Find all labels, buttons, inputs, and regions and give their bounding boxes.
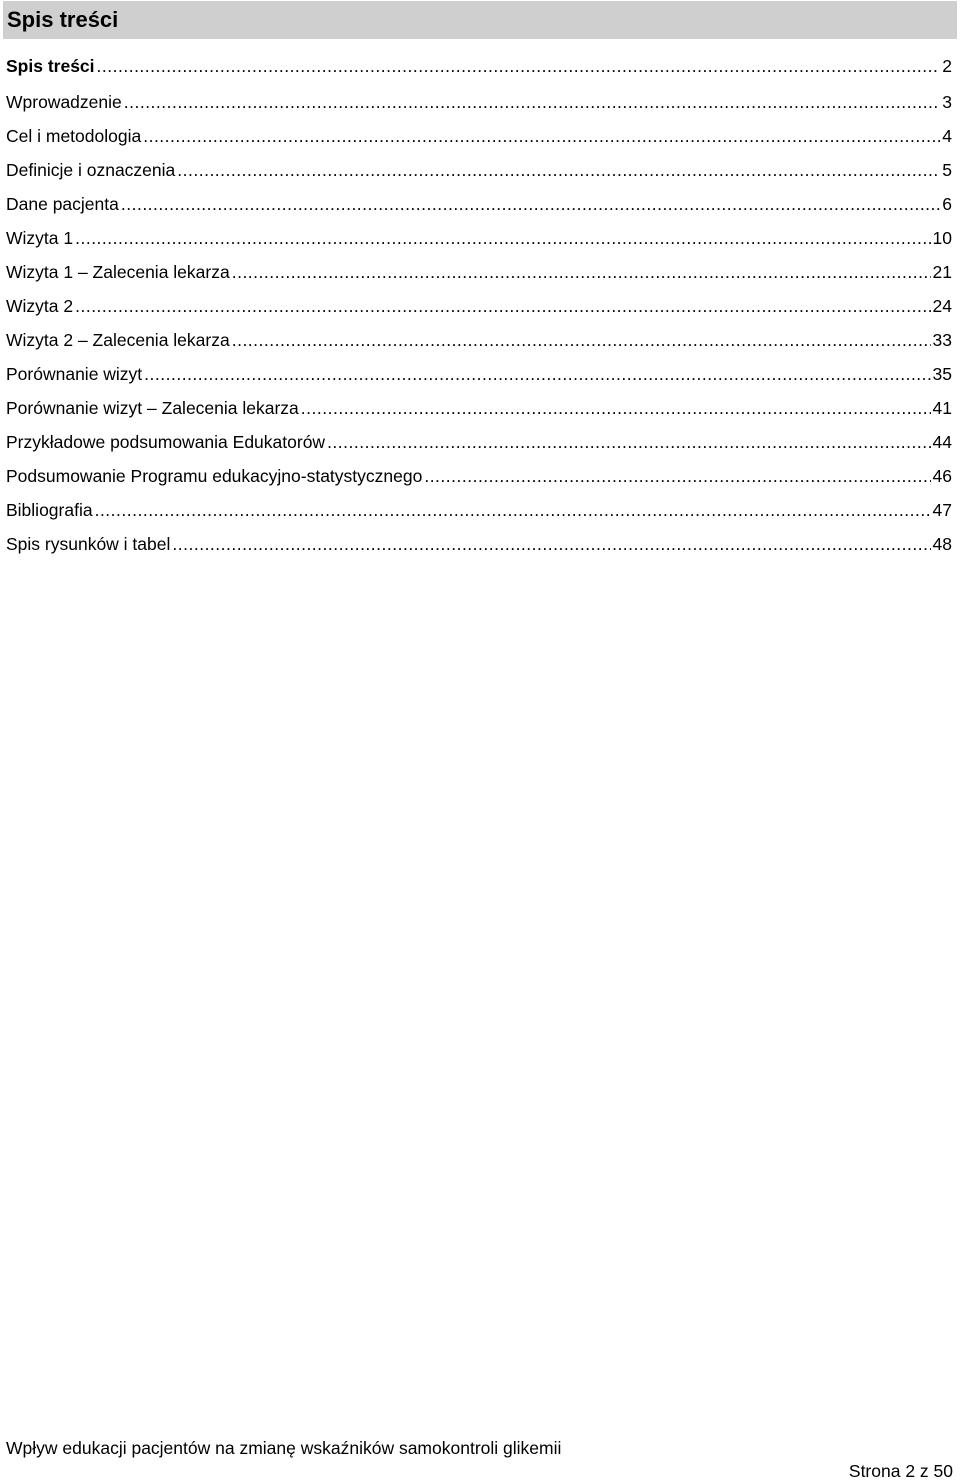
toc-entry[interactable]: [6, 289, 952, 323]
toc-entry-page: 47: [932, 500, 952, 520]
footer-document-title: Wpływ edukacji pacjentów na zmianę wskaźników samokontroli glikemii: [6, 1438, 562, 1458]
toc-entry[interactable]: [6, 493, 952, 527]
toc-entry-title: Podsumowanie Programu edukacyjno-statystycznego: [6, 466, 423, 486]
table-of-contents: [6, 49, 952, 561]
toc-entry[interactable]: [6, 459, 952, 493]
toc-entry[interactable]: [6, 119, 952, 153]
toc-entry[interactable]: [6, 391, 952, 425]
toc-entry-title: Spis treści: [6, 56, 95, 76]
toc-entry[interactable]: [6, 187, 952, 221]
toc-leader-dots: [144, 357, 930, 391]
toc-entry-page: 2: [942, 56, 952, 76]
toc-entry-title: Wizyta 1: [6, 228, 74, 248]
toc-entry-page: 35: [932, 364, 952, 384]
toc-entry-title: Cel i metodologia: [6, 126, 142, 146]
toc-entry-page: 44: [932, 432, 952, 452]
toc-entry-page: 5: [942, 160, 952, 180]
toc-leader-dots: [95, 493, 931, 527]
toc-entry-title: Wizyta 2: [6, 296, 74, 316]
toc-entry[interactable]: [6, 527, 952, 561]
toc-entry-page: 21: [932, 262, 952, 282]
toc-entry-title: Wizyta 2 – Zalecenia lekarza: [6, 330, 230, 350]
toc-entry[interactable]: [6, 221, 952, 255]
toc-entry[interactable]: [6, 255, 952, 289]
toc-entry[interactable]: [6, 49, 952, 85]
toc-leader-dots: [143, 119, 940, 153]
toc-leader-dots: [97, 49, 941, 83]
toc-entry-title: Wprowadzenie: [6, 92, 122, 112]
toc-entry-page: 46: [932, 466, 952, 486]
toc-leader-dots: [177, 153, 940, 187]
toc-heading: Spis treści: [3, 1, 957, 39]
toc-leader-dots: [121, 187, 940, 221]
toc-entry-title: Spis rysunków i tabel: [6, 534, 171, 554]
toc-entry-page: 6: [942, 194, 952, 214]
toc-leader-dots: [124, 85, 941, 119]
toc-leader-dots: [172, 527, 930, 561]
toc-leader-dots: [327, 425, 930, 459]
toc-leader-dots: [232, 323, 931, 357]
toc-entry-title: Przykładowe podsumowania Edukatorów: [6, 432, 326, 452]
toc-entry-title: Porównanie wizyt: [6, 364, 143, 384]
toc-entry-title: Porównanie wizyt – Zalecenia lekarza: [6, 398, 299, 418]
toc-entry-page: 4: [942, 126, 952, 146]
toc-entry-title: Wizyta 1 – Zalecenia lekarza: [6, 262, 230, 282]
toc-entry-page: 41: [932, 398, 952, 418]
toc-entry-page: 48: [932, 534, 952, 554]
toc-entry-page: 3: [942, 92, 952, 112]
toc-entry-title: Definicje i oznaczenia: [6, 160, 176, 180]
toc-entry[interactable]: [6, 153, 952, 187]
toc-leader-dots: [232, 255, 931, 289]
toc-entry[interactable]: [6, 357, 952, 391]
toc-leader-dots: [75, 221, 930, 255]
toc-leader-dots: [301, 391, 931, 425]
toc-leader-dots: [424, 459, 930, 493]
toc-leader-dots: [75, 289, 930, 323]
toc-entry-title: Dane pacjenta: [6, 194, 119, 214]
toc-entry-page: 10: [932, 228, 952, 248]
toc-entry-page: 33: [932, 330, 952, 350]
footer-page-number: Strona 2 z 50: [848, 1461, 953, 1481]
toc-entry[interactable]: [6, 425, 952, 459]
toc-entry-page: 24: [932, 296, 952, 316]
toc-entry[interactable]: [6, 85, 952, 119]
toc-entry-title: Bibliografia: [6, 500, 93, 520]
toc-entry[interactable]: [6, 323, 952, 357]
